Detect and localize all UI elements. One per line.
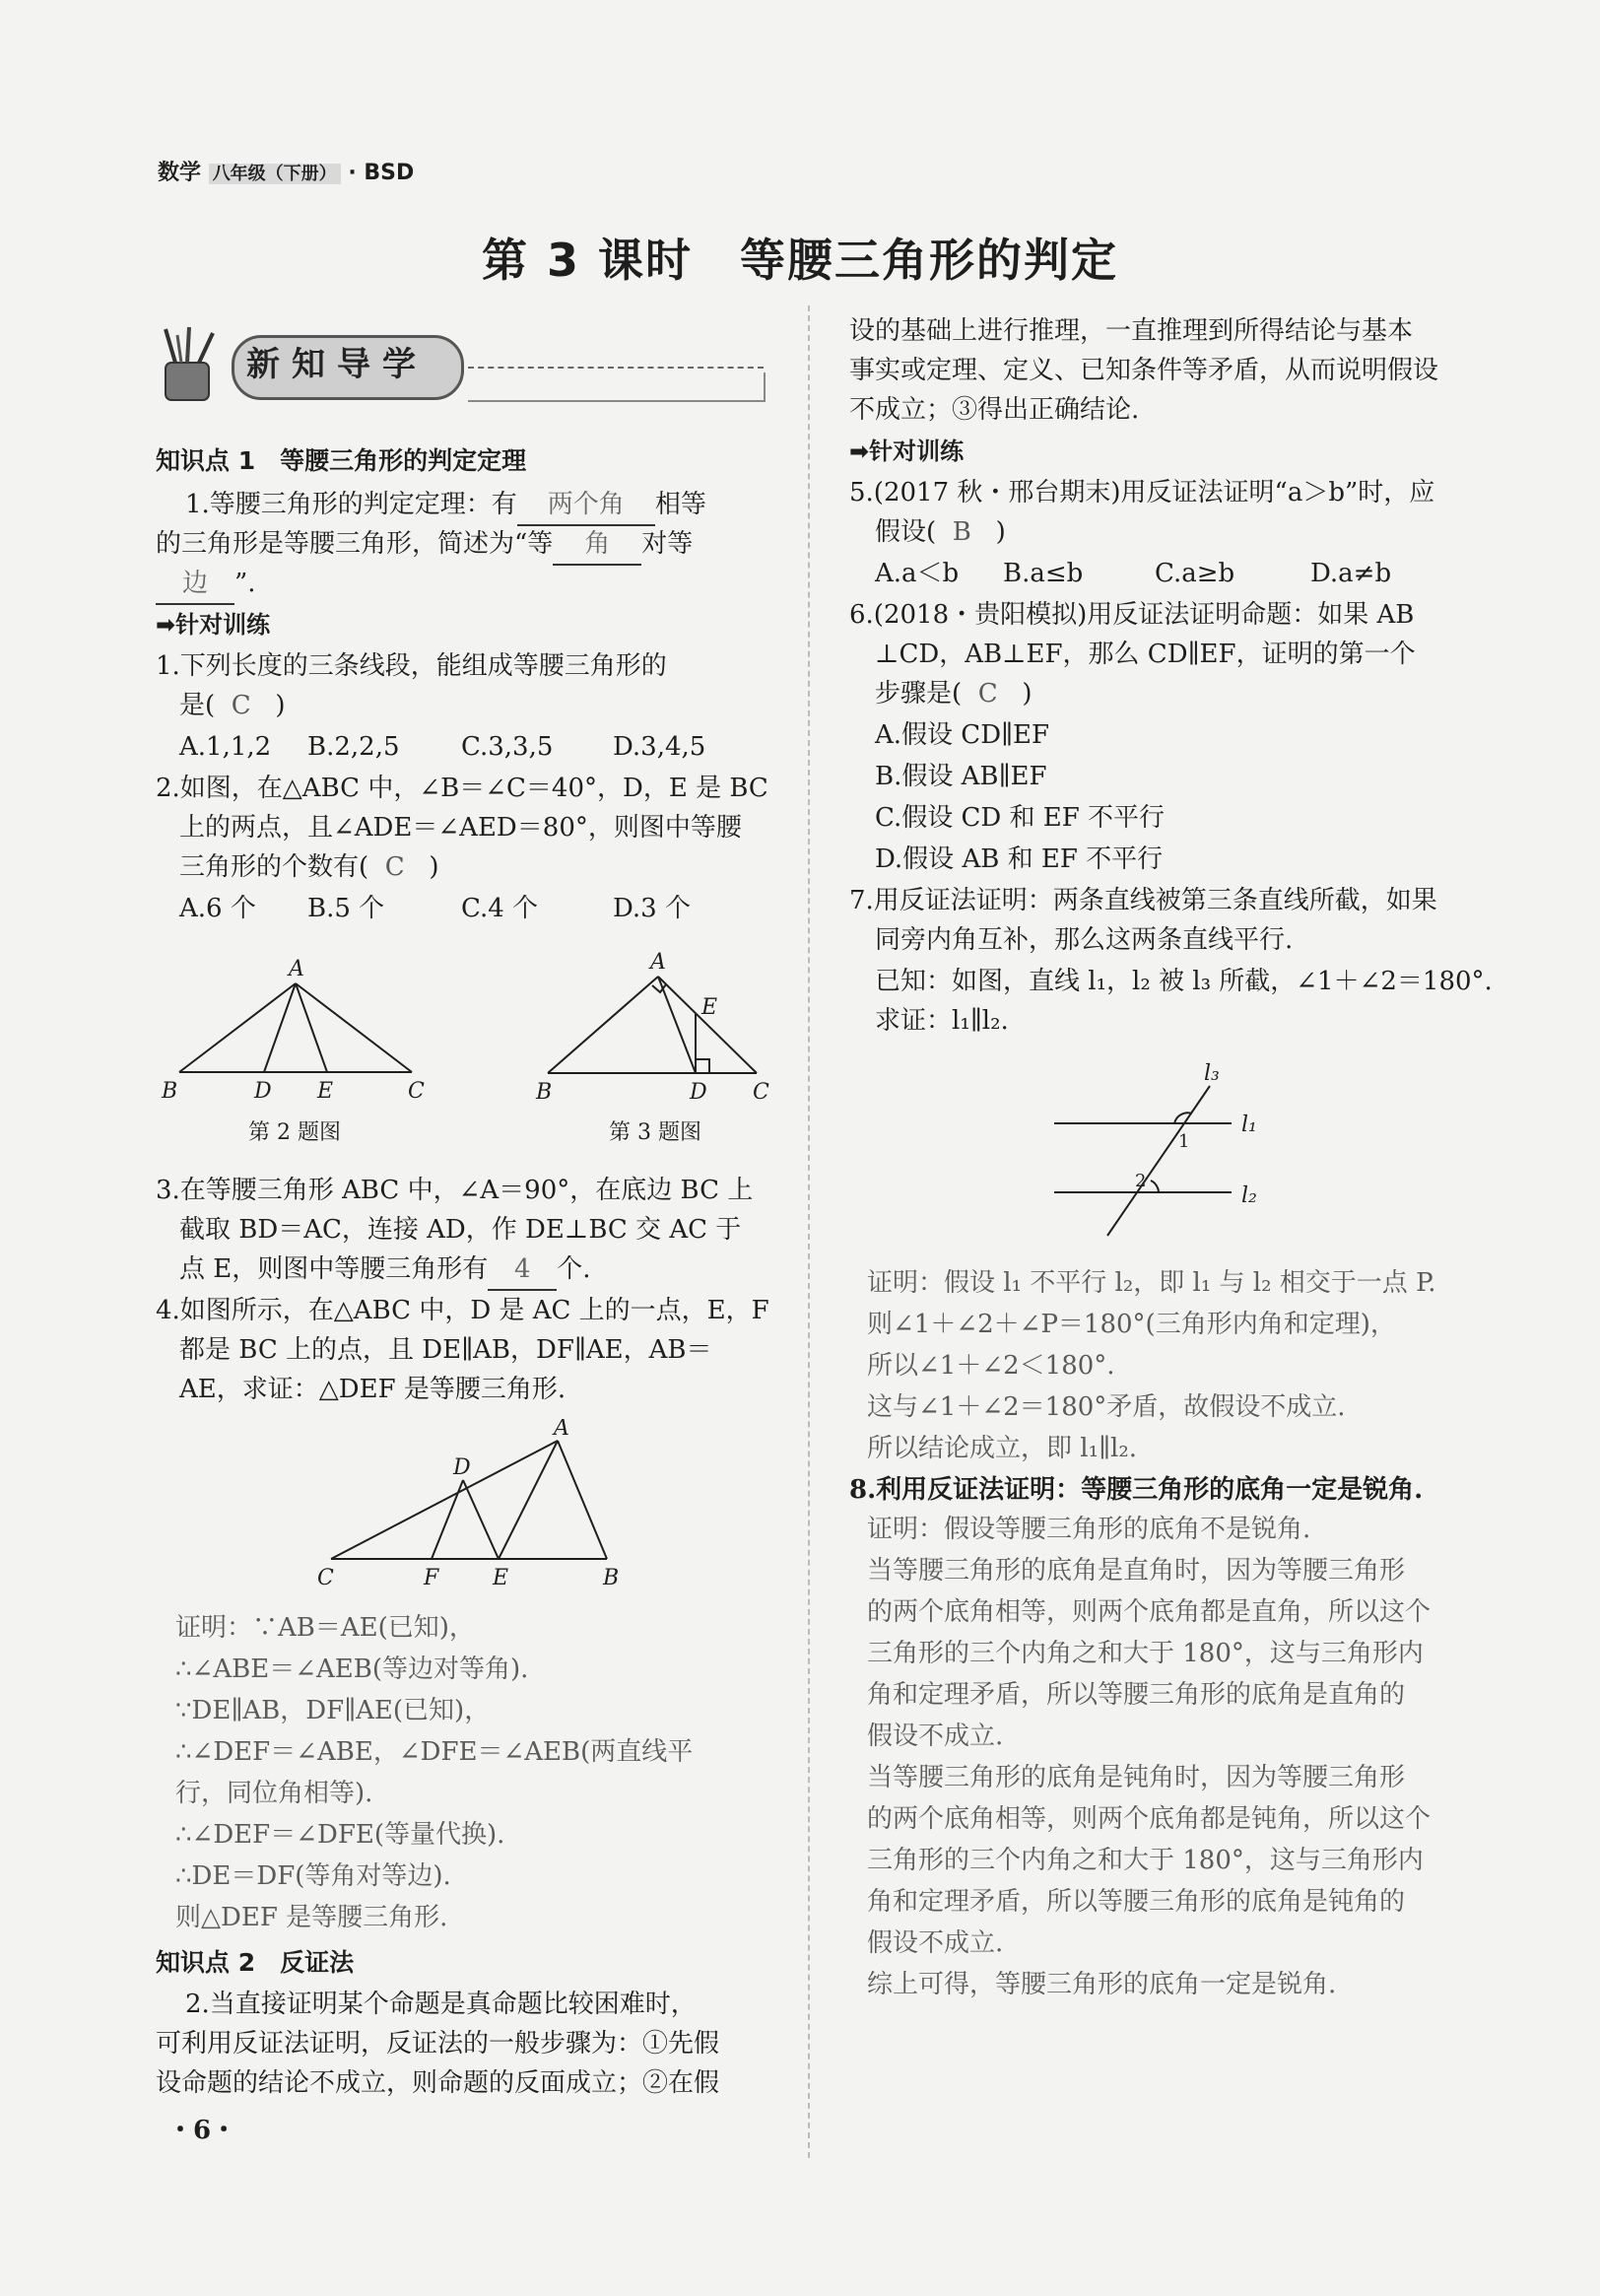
q5-answer: B [952,517,971,547]
figure-q2 [158,956,443,1104]
fig2-label-D: D [254,1079,272,1104]
pen-holder-icon [148,325,227,404]
q7-proof-line: 这与∠1＋∠2＝180°矛盾，故假设不成立. [867,1392,1346,1422]
q4-proof-line: ∴∠DEF＝∠DFE(等量代换). [175,1820,505,1850]
fig3-right-angle [696,1059,709,1073]
page-title: 第 3 课时 等腰三角形的判定 [481,234,1119,287]
figure-q3 [522,951,788,1109]
kp1-line2 [156,524,693,566]
q6-option-b: B.假设 AB∥EF [875,762,1047,791]
q6-line1: 6.(2018・贵阳模拟)用反证法证明命题：如果 AB [849,600,1415,630]
q8-proof-line: 角和定理矛盾，所以等腰三角形的底角是直角的 [867,1680,1406,1710]
kp1-text-d: 的三角形是等腰三角形，简述为“等 [156,529,554,559]
kp1-blank-1: 两个角 [517,485,655,526]
kp1-blank-2: 角 [553,524,641,566]
q5-stem: 假设( [875,517,937,547]
fig7-label-angle1: 1 [1178,1131,1190,1152]
q8-proof-line: 的两个底角相等，则两个底角都是钝角，所以这个 [867,1804,1432,1834]
q7-proof-line: 则∠1＋∠2＋∠P＝180°(三角形内角和定理)， [867,1310,1396,1339]
fig2-label-B: B [162,1079,178,1104]
q8-proof-line: 综上可得，等腰三角形的底角一定是锐角. [867,1970,1337,1999]
q5-option-c: C.a≥b [1155,559,1235,588]
kp2-line: 2.当直接证明某个命题是真命题比较困难时， [185,1990,697,2019]
q6-line2: ⊥CD，AB⊥EF，那么 CD∥EF，证明的第一个 [875,640,1416,669]
kp1-line1 [185,485,706,526]
q8-proof-line: 角和定理矛盾，所以等腰三角形的底角是钝角的 [867,1887,1406,1917]
q7-line1: 7.用反证法证明：两条直线被第三条直线所截，如果 [849,886,1437,915]
kp1-text-f: ”. [234,569,256,598]
banner-title: 新知导学 [246,345,428,384]
banner-frame [468,372,766,402]
fig3-label-C: C [753,1080,769,1105]
q2-close: ) [429,852,439,882]
q3-line2: 截取 BD＝AC，连接 AD，作 DE⊥BC 交 AC 于 [179,1215,742,1245]
q1-option-d: D.3,4,5 [613,732,706,762]
q1-close: ) [275,691,286,720]
q8-proof-line: 当等腰三角形的底角是直角时，因为等腰三角形 [867,1556,1406,1586]
q6-line3 [875,674,1033,713]
kp1-text-c: 相等 [654,490,706,519]
fig4-seg-AE [499,1441,558,1559]
q4-proof-line: 证明：∵AB＝AE(已知)， [175,1613,475,1643]
q3-tail: 个. [557,1254,591,1284]
kp2-cont-line: 不成立；③得出正确结论. [849,395,1140,425]
q4-proof-line: ∴∠ABE＝∠AEB(等边对等角). [175,1654,529,1684]
q2-line3 [179,847,439,887]
q4-line1: 4.如图所示，在△ABC 中，D 是 AC 上的一点，E，F [156,1296,769,1325]
q7-proof-line: 所以结论成立，即 l₁∥l₂. [867,1434,1138,1463]
fig7-label-l1: l₁ [1241,1113,1257,1137]
fig7-label-angle2: 2 [1135,1171,1147,1191]
q3-line3 [179,1249,591,1291]
header-grade: 八年级（下册） [209,164,341,184]
header-edition: · BSD [348,161,415,185]
q4-proof-line: ∴DE＝DF(等角对等边). [175,1861,451,1891]
banner-dash [468,367,764,369]
figure-q4 [305,1419,631,1596]
kp1-line3 [156,564,256,605]
q8-line: 8.利用反证法证明：等腰三角形的底角一定是锐角. [849,1475,1424,1505]
q1-answer: C [231,691,251,720]
q2-answer: C [384,852,405,882]
q4-line3: AE，求证：△DEF 是等腰三角形. [179,1375,567,1404]
fig3-label-B: B [536,1080,553,1105]
q8-proof-line: 当等腰三角形的底角是钝角时，因为等腰三角形 [867,1763,1406,1792]
kp1-blank-3: 边 [156,564,234,605]
train-heading-2: ➡针对训练 [849,438,965,465]
fig4-label-E: E [493,1566,509,1590]
fig3-label-E: E [701,995,718,1020]
fig7-label-l2: l₂ [1241,1183,1257,1208]
fig7-label-l3: l₃ [1204,1062,1220,1086]
fig7-angle2-arc [1151,1181,1159,1192]
q6-option-c: C.假设 CD 和 EF 不平行 [875,803,1166,833]
q3-answer-blank: 4 [488,1249,557,1291]
fig3-seg-AD [658,977,696,1073]
q7-proof-line: 证明：假设 l₁ 不平行 l₂，即 l₁ 与 l₂ 相交于一点 P. [867,1268,1436,1298]
q1-line2 [179,686,286,725]
column-divider [808,305,810,2158]
q4-proof-line: ∵DE∥AB，DF∥AE(已知)， [175,1696,491,1725]
fig4-seg-DE [463,1480,499,1559]
kp1-text-e: 对等 [641,529,694,559]
fig2-label-A: A [289,957,304,981]
q6-answer: C [977,679,998,709]
q5-option-b: B.a≤b [1003,559,1084,588]
fig2-label-E: E [317,1079,334,1104]
q4-proof-line: 则△DEF 是等腰三角形. [175,1903,448,1932]
fig2-label-C: C [408,1079,425,1104]
q8-proof-line: 假设不成立. [867,1722,1004,1751]
kp1-heading: 知识点 1 等腰三角形的判定定理 [156,446,527,475]
fig3-label-D: D [690,1080,707,1105]
fig7-line-l3 [1107,1086,1210,1236]
q6-option-d: D.假设 AB 和 EF 不平行 [875,844,1164,874]
fig3-label-A: A [650,951,666,975]
figure-q3-caption: 第 3 题图 [609,1120,701,1145]
q2-line2: 上的两点，且∠ADE＝∠AED＝80°，则图中等腰 [179,813,742,843]
q1-option-b: B.2,2,5 [307,732,400,762]
q2-stem: 三角形的个数有( [179,852,369,882]
fig3-side-AB [548,977,658,1073]
running-header [158,156,414,186]
kp2-line: 可利用反证法证明，反证法的一般步骤为：①先假 [156,2029,720,2059]
fig4-side-AB [558,1441,607,1559]
fig4-seg-DF [432,1480,463,1559]
figure-q2-caption: 第 2 题图 [248,1120,341,1145]
fig2-side-AB [179,983,296,1072]
q4-proof-line: 行，同位角相等). [175,1779,373,1808]
q5-close: ) [995,517,1006,547]
fig4-label-B: B [603,1566,620,1590]
q6-close: ) [1022,679,1033,709]
q2-line1: 2.如图，在△ABC 中，∠B＝∠C＝40°，D，E 是 BC [156,774,768,803]
figure-q7 [1044,1062,1281,1249]
q4-proof-line: ∴∠DEF＝∠ABE，∠DFE＝∠AEB(两直线平 [175,1737,694,1767]
q6-option-a: A.假设 CD∥EF [875,720,1050,750]
q5-line2 [875,512,1006,552]
page-number: ・6・ [167,2116,237,2145]
q2-option-b: B.5 个 [307,894,385,923]
q7-line2: 同旁内角互补，那么这两条直线平行. [875,925,1294,955]
header-subject: 数学 [158,161,202,185]
fig4-side-CA [331,1441,558,1559]
fig4-label-A: A [554,1419,569,1441]
q5-line1: 5.(2017 秋・邢台期末)用反证法证明“a＞b”时，应 [849,478,1435,507]
q2-option-d: D.3 个 [613,894,691,923]
kp2-heading: 知识点 2 反证法 [156,1948,355,1977]
q3-line1: 3.在等腰三角形 ABC 中，∠A＝90°，在底边 BC 上 [156,1176,754,1205]
q3-stem: 点 E，则图中等腰三角形有 [179,1254,489,1284]
q6-stem: 步骤是( [875,679,963,709]
fig4-label-C: C [317,1566,334,1590]
q7-proof-line: 所以∠1＋∠2＜180°. [867,1351,1115,1381]
fig4-label-D: D [453,1455,471,1480]
train-heading-1: ➡针对训练 [156,611,271,639]
q1-option-a: A.1,1,2 [179,732,272,762]
q1-option-c: C.3,3,5 [461,732,554,762]
q5-option-a: A.a＜b [875,559,960,588]
q8-proof-line: 证明：假设等腰三角形的底角不是锐角. [867,1515,1311,1544]
fig2-seg-AD [264,983,296,1072]
kp2-cont-line: 事实或定理、定义、已知条件等矛盾，从而说明假设 [849,356,1439,385]
q1-line1: 1.下列长度的三条线段，能组成等腰三角形的 [156,651,667,681]
q7-line3: 已知：如图，直线 l₁，l₂ 被 l₃ 所截，∠1＋∠2＝180°. [875,967,1493,996]
fig4-label-F: F [424,1566,439,1590]
q8-proof-line: 三角形的三个内角之和大于 180°，这与三角形内 [867,1639,1424,1668]
q2-option-c: C.4 个 [461,894,539,923]
q8-proof-line: 三角形的三个内角之和大于 180°，这与三角形内 [867,1846,1424,1875]
kp2-cont-line: 设的基础上进行推理，一直推理到所得结论与基本 [849,316,1414,346]
q5-option-d: D.a≠b [1310,559,1392,588]
fig2-side-AC [296,983,412,1072]
q7-line4: 求证：l₁∥l₂. [875,1006,1009,1036]
kp2-line: 设命题的结论不成立，则命题的反面成立；②在假 [156,2068,720,2098]
q8-proof-line: 的两个底角相等，则两个底角都是直角，所以这个 [867,1597,1432,1627]
fig2-seg-AE [296,983,327,1072]
section-banner [148,325,768,404]
q8-proof-line: 假设不成立. [867,1928,1004,1958]
q2-option-a: A.6 个 [179,894,256,923]
kp1-text-a: 1.等腰三角形的判定定理：有 [185,490,517,519]
q4-line2: 都是 BC 上的点，且 DE∥AB，DF∥AE，AB＝ [179,1335,712,1365]
q1-stem: 是( [179,691,216,720]
